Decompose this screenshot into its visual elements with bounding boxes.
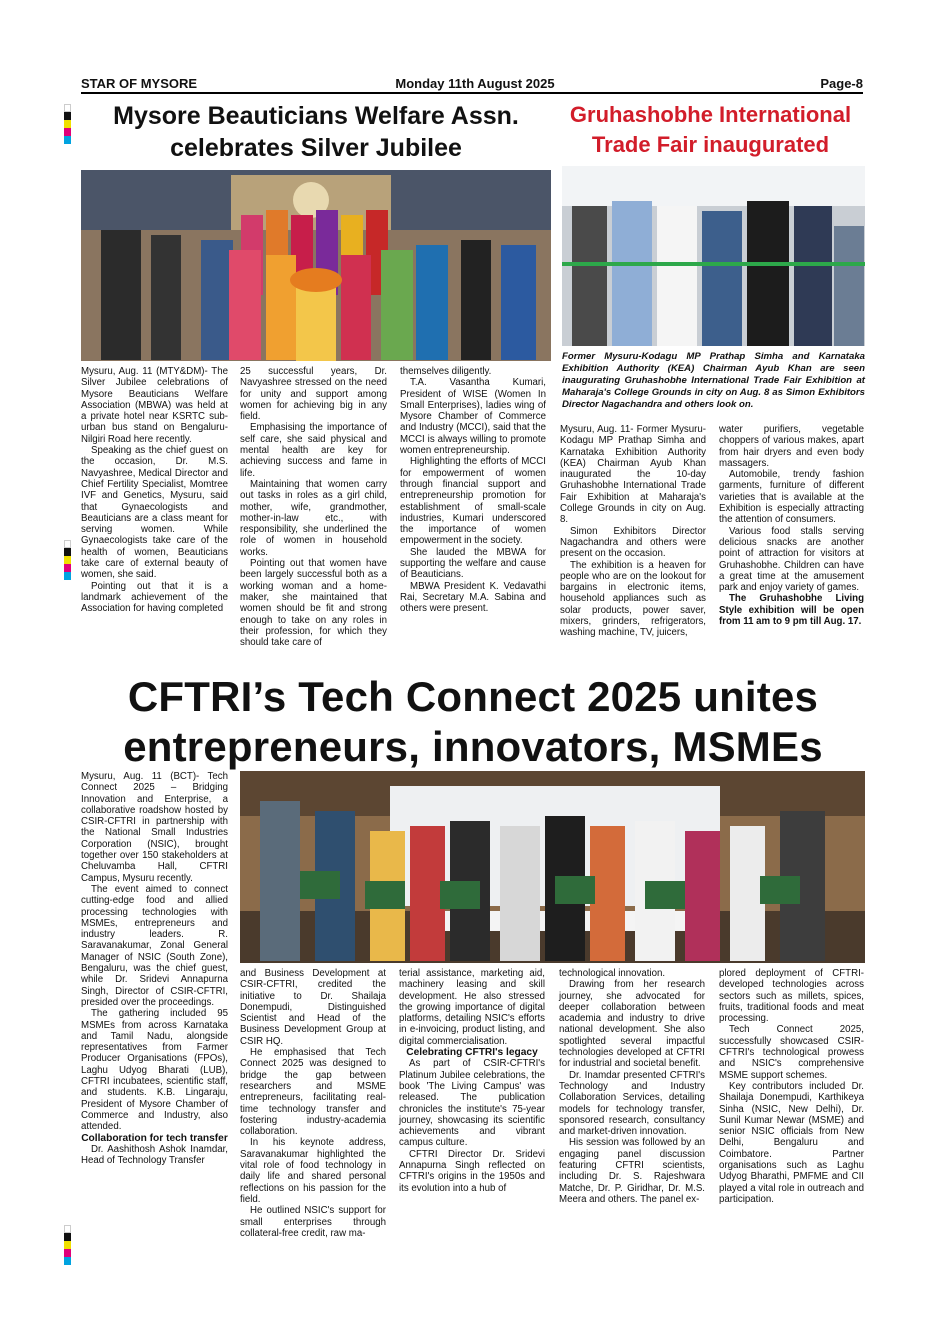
story3-paragraph: Drawing from her research journey, she advocated for deeper collaboration between academia and industry to drive national development. She also spotlighted several impactful technologies developed at CFTRI for industrial and societal benefit. <box>559 979 705 1070</box>
trade-fair-inauguration-photo <box>562 166 865 346</box>
story3-headline-line1: CFTRI’s Tech Connect 2025 unites <box>127 673 819 720</box>
story1-headline-line1: Mysore Beauticians Welfare Assn. <box>113 102 519 130</box>
story1-paragraph: MBWA President K. Vedavathi Rai, Secretary M.A. Sabina and others were present. <box>400 580 546 615</box>
story2-column-1 <box>560 424 706 639</box>
story1-column-1 <box>81 366 228 615</box>
story2-paragraph: water purifiers, vegetable choppers of various makes, apart from hair dryers and even body massagers. <box>719 424 864 469</box>
story3-column-5 <box>719 968 864 1205</box>
story3-headline <box>81 672 865 772</box>
story3-paragraph: He outlined NSIC's support for small enterprises through collateral-free credit, raw ma- <box>240 1205 386 1239</box>
story3-paragraph: plored deployment of CFTRI-developed technologies across sectors such as millets, spices, fruits, traditional foods and meat processing. <box>719 968 864 1025</box>
story2-paragraph: Mysuru, Aug. 11- Former Mysuru-Kodagu MP Prathap Simha and Karnataka Exhibition Authority (KEA) Chairman Ayub Khan inaugurated the 10-day Gruhashobhe International Trade Fair Exhibition at Maharaja's College Grounds in city on Aug. 8. <box>560 424 706 526</box>
story3-paragraph: Key contributors included Dr. Shailaja Donempudi, Karthikeya Sinha (NSIC, New Delhi), Dr. Sunil Kumar Newar (MSME) and senior NSIC officials from New Delhi, Bengaluru and Coimbatore. Partner organisations such as Laghu Udyog Bharathi, PMFME and CII played a vital role in outreach and participation. <box>719 1080 864 1205</box>
header-rule <box>81 92 863 94</box>
story3-subhead: Celebrating CFTRI's legacy <box>406 1047 538 1059</box>
story2-paragraph: Various food stalls serving delicious snacks are another point of attraction for visitors at Gruhashobhe. Children can have a great time at the amusement park and enjoy variety of games. <box>719 525 864 594</box>
story1-paragraph: She lauded the MBWA for supporting the welfare and cause of Beauticians. <box>400 546 546 581</box>
story1-paragraph: T.A. Vasantha Kumari, President of WISE (Women In Small Enterprises), ladies wing of Mysore Chamber of Commerce and Industry (MCCI), said that the MCCI is always willing to promote women entrepreneurship. <box>400 377 546 457</box>
newspaper-name: STAR OF MYSORE <box>81 76 198 91</box>
story3-paragraph: His session was followed by an engaging panel discussion featuring CFTRI scientists, including Dr. S. Rajeshwara Matche, Dr. P. Giridhar, Dr. M.S. Meera and others. The panel ex- <box>559 1137 705 1205</box>
story1-paragraph: themselves diligently. <box>400 366 492 377</box>
story2-headline-line1: Gruhashobhe International <box>569 102 852 127</box>
story2-column-2 <box>719 424 864 627</box>
story3-paragraph: Tech Connect 2025, successfully showcased CSIR-CFTRI's technological prowess and NSIC's comprehensive MSME support schemes. <box>719 1024 864 1081</box>
story1-headline-line2: celebrates Silver Jubilee <box>170 134 462 162</box>
page-number: Page-8 <box>820 76 863 91</box>
story2-paragraph: The exhibition is a heaven for people who are on the lookout for bargains in electronic items, household appliances such as solar products, power saver, mixers, grinders, refrigerators, washing machine, TV, juicers, <box>560 559 706 639</box>
story3-paragraph: technological innovation. <box>559 968 666 979</box>
story3-column-2 <box>240 968 386 1239</box>
story1-paragraph: Mysuru, Aug. 11 (MTY&DM)- The Silver Jubilee celebrations of Mysore Beauticians Welfare Association (MBWA) was held at a private hotel near KSRTC sub-urban bus stand on Bengaluru-Nilgiri Road here recently. <box>81 366 228 445</box>
registration-marks-mid <box>64 540 71 580</box>
story2-headline <box>558 100 863 160</box>
story3-paragraph: CFTRI Director Dr. Sridevi Annapurna Singh reflected on CFTRI's origins in the 1950s and its evolution into a hub of <box>399 1148 545 1194</box>
registration-marks-bottom <box>64 1225 71 1265</box>
story2-paragraph: Simon Exhibitors Director Nagachandra and others were present on the occasion. <box>560 525 706 560</box>
story2-headline-line2: Trade Fair inaugurated <box>591 132 830 157</box>
story3-headline-line2: entrepreneurs, innovators, MSMEs <box>123 723 823 770</box>
story3-paragraph: Dr. Aashithosh Ashok Inamdar, Head of Technology Transfer <box>81 1143 228 1167</box>
trade-fair-caption: Former Mysuru-Kodagu MP Prathap Simha and Karnataka Exhibition Authority (KEA) Chairman Ayub Khan are seen inaugurating Gruhashobhe International Trade Fair Exhibition at Maharaja's College Grounds in city on Aug. 8 as Simon Exhibitors Director Nagachandra and others look on. <box>562 351 865 410</box>
story1-headline <box>81 100 551 164</box>
story3-column-1 <box>81 771 228 1166</box>
story3-paragraph: He emphasised that Tech Connect 2025 was designed to bridge the gap between researchers and MSME entrepreneurs, facilitating real-time technology transfer and fostering industry-academia collaboration. <box>240 1047 386 1138</box>
story1-column-2 <box>240 366 387 648</box>
story1-paragraph: Emphasising the importance of self care, she said physical and mental health are key for achieving success and fame in life. <box>240 422 387 479</box>
cftri-book-release-photo <box>240 771 865 963</box>
story3-column-4 <box>559 968 705 1205</box>
story3-paragraph: The gathering included 95 MSMEs from across Karnataka and Tamil Nadu, alongside representatives from Farmer Producer Organisations (FPOs), Laghu Udyog Bharati (LUB), CFTRI incubatees, scientific staff, and students. K.B. Lingaraju, President of Mysore Chamber of Commerce and Industry, also attended. <box>81 1008 228 1133</box>
story1-paragraph: Pointing out that it is a landmark achievement of the Association for having completed <box>81 580 228 615</box>
story3-paragraph: Dr. Inamdar presented CFTRI's Technology and Industry Collaboration Services, detailing models for technology transfer, sponsored research, consultancy and market-driven innovation. <box>559 1069 705 1138</box>
story3-subhead: Collaboration for tech transfer <box>81 1132 228 1144</box>
registration-marks-top <box>64 104 71 144</box>
story1-paragraph: Maintaining that women carry out tasks in roles as a girl child, mother, wife, grandmother, mother-in-law etc., with responsibility, she underlined the role of women in household works. <box>240 478 387 558</box>
story3-paragraph: In his keynote address, Saravanakumar highlighted the vital role of food technology in daily life and shared personal reflections on his passion for the field. <box>240 1137 386 1205</box>
story1-paragraph: Speaking as the chief guest on the occasion, Dr. M.S. Navyashree, Medical Director and Chief Fertility Specialist, Momtree IVF and Genetics, Mysuru, said that Gynaecologists and Beauticians are a class meant for serving women. While Gynaecologists take care of the health of women, Beauticians take care of external beauty of women, she said. <box>81 445 228 581</box>
story3-paragraph: As part of CSIR-CFTRI's Platinum Jubilee celebrations, the book 'The Living Campus' was released. The publication chronicles the institute's 75-year journey, showcasing its scientific achievements and vibrant campus culture. <box>399 1058 545 1149</box>
story1-paragraph: Pointing out that women have been largely successful both as a working woman and a home-maker, she maintained that women should be fit and strong enough to take on any roles in their profession, for which they should take care of <box>240 558 387 649</box>
story3-paragraph: The event aimed to connect cutting-edge food and allied processing technologies with MSMEs, entrepreneurs and industry leaders. R. Saravanakumar, Zonal General Manager of NSIC (South Zone), Bengaluru, was the chief guest, while Dr. Sridevi Annapurna Singh, Director of CSIR-CFTRI, presided over the proceedings. <box>81 883 228 1008</box>
mbwa-group-photo <box>81 170 551 361</box>
issue-date: Monday 11th August 2025 <box>395 76 555 91</box>
story3-column-3 <box>399 968 545 1194</box>
story3-paragraph: and Business Development at CSIR-CFTRI, credited the initiative to Dr. Shailaja Donempudi, Distinguished Scientist and Head of the Business Development Group at CSIR HQ. <box>240 968 386 1047</box>
story1-column-3 <box>400 366 546 615</box>
story2-paragraph: The Gruhashobhe Living Style exhibition will be open from 11 am to 9 pm till Aug. 17. <box>719 593 864 628</box>
story1-paragraph: 25 successful years, Dr. Navyashree stressed on the need for unity and support among women for achieving big in any field. <box>240 366 387 423</box>
story1-paragraph: Highlighting the efforts of MCCI for empowerment of women through financial support and entrepreneurship promotion for establishment of small-scale industries, Kumari underscored the importance of women empowerment in the society. <box>400 456 546 547</box>
story3-paragraph: terial assistance, marketing aid, machinery leasing and skill development. He also stressed the growing importance of digital platforms, detailing NSIC's efforts in e-invoicing, product listing, and digital commercialisation. <box>399 968 545 1047</box>
story3-paragraph: Mysuru, Aug. 11 (BCT)- Tech Connect 2025 – Bridging Innovation and Enterprise, a collaborative roadshow hosted by CSIR-CFTRI in partnership with the National Small Industries Corporation (NSIC), brought together over 150 stakeholders at Cheluvamba Hall, CFTRI Campus, Mysuru recently. <box>81 771 228 884</box>
story2-paragraph: Automobile, trendy fashion garments, furniture of different varieties that is available at the Exhibition is especially attracting the attention of consumers. <box>719 469 864 526</box>
